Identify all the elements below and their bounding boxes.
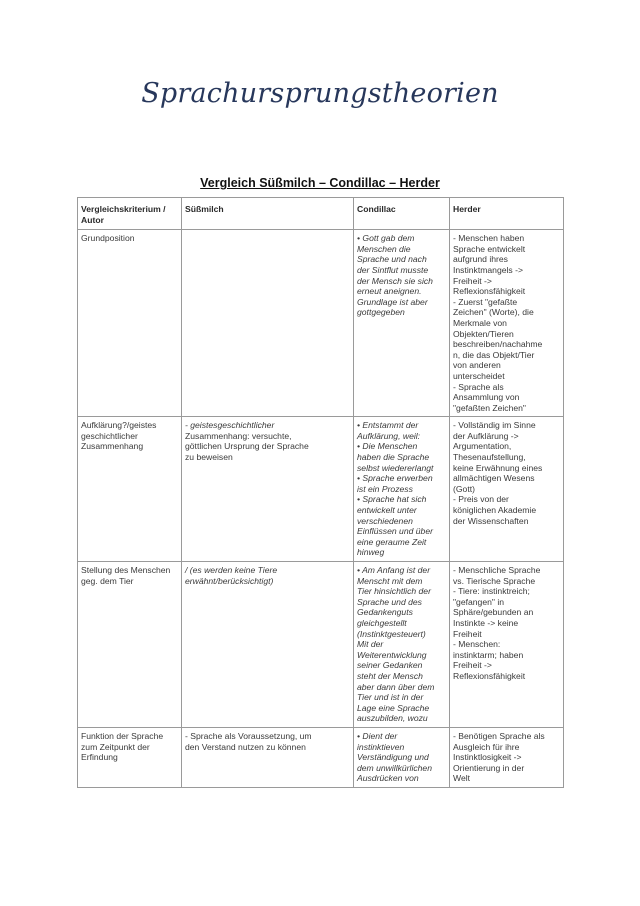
cell-text-line: Aufklärung, weil: — [357, 430, 421, 441]
table-row — [78, 562, 564, 728]
cell-text-line: Welt — [453, 773, 471, 784]
cell-text-line: aber dann über dem — [357, 681, 435, 692]
cell-text-line: Ausdrücken von — [357, 773, 419, 784]
cell-text-line: • Sprache hat sich — [357, 494, 427, 505]
cell-text-line: - geistesgeschichtlicher — [185, 420, 275, 431]
cell-text-line: vs. Tierische Sprache — [453, 575, 536, 586]
cell-text-line: instinktarm; haben — [453, 649, 524, 660]
cell-text-line: - Vollständig im Sinne — [453, 420, 536, 431]
cell-text-line: Merkmale von — [453, 317, 507, 328]
cell-text-line: Orientierung in der — [453, 762, 525, 773]
table-caption: Vergleich Süßmilch – Condillac – Herder — [200, 176, 440, 190]
cell-text-line: Instinktmangels -> — [453, 264, 523, 275]
cell-suessmilch — [182, 230, 354, 417]
cell-text-line: Freiheit -> — [453, 275, 492, 286]
cell-text-line: dem unwillkürlichen — [357, 762, 432, 773]
cell-text-line: erneut aneignen. — [357, 286, 422, 297]
cell-text-line: instinktieven — [357, 741, 405, 752]
table-row — [78, 417, 564, 562]
cell-text-line: Sprache und des — [357, 596, 422, 607]
cell-text-line: - Benötigen Sprache als — [453, 730, 545, 741]
cell-text-line: allmächtigen Wesens — [453, 473, 535, 484]
cell-text-line: der Mensch sie sich — [357, 275, 433, 286]
cell-text-line: gottgegeben — [357, 307, 405, 318]
comparison-table — [77, 197, 564, 788]
cell-text-line: Tier und ist in der — [357, 692, 424, 703]
cell-text-line: zu beweisen — [185, 452, 233, 463]
cell-text-line: - Tiere: instinktreich; — [453, 586, 530, 597]
cell-condillac — [354, 230, 450, 417]
header-suessmilch: Süßmilch — [182, 198, 354, 230]
cell-text-line: (Instinktgesteuert) — [357, 628, 426, 639]
cell-text-line: - Menschliche Sprache — [453, 565, 541, 575]
cell-text-line: Instinkte -> keine — [453, 617, 519, 628]
cell-text-line: der Wissenschaften — [453, 515, 529, 526]
cell-criterion: Grundposition — [78, 230, 182, 417]
cell-text-line: königlichen Akademie — [453, 505, 537, 516]
cell-text-line: Gedankenguts — [357, 607, 413, 618]
cell-text-line: Zusammenhang: versuchte, — [185, 430, 292, 441]
cell-text-line: • Entstammt der — [357, 420, 419, 431]
cell-text-line: "gefangen" in — [453, 596, 505, 607]
cell-text-line: Reflexionsfähigkeit — [453, 286, 526, 297]
cell-text-line: Freiheit — [453, 628, 482, 639]
cell-text-line: Ansammlung von — [453, 392, 520, 403]
cell-text-line: der Sintflut musste — [357, 264, 429, 275]
cell-text-line: • Dient der — [357, 730, 398, 741]
cell-text-line: Lage eine Sprache — [357, 702, 430, 713]
cell-text-line: verschiedenen — [357, 515, 413, 526]
cell-criterion: Funktion der Sprache zum Zeitpunkt der Erfindung — [78, 727, 182, 787]
cell-condillac — [354, 562, 450, 728]
cell-text-line: beschreiben/nachahme — [453, 339, 543, 350]
cell-text-line: von anderen — [453, 360, 501, 371]
cell-text-line: Grundlage ist aber — [357, 296, 428, 307]
cell-text-line: • Am Anfang ist der — [357, 565, 431, 575]
table-row — [78, 727, 564, 787]
cell-text-line: Weiterentwicklung — [357, 649, 427, 660]
cell-criterion: Stellung des Menschen geg. dem Tier — [78, 562, 182, 728]
cell-text-line: Argumentation, — [453, 441, 512, 452]
cell-condillac — [354, 727, 450, 787]
cell-herder — [450, 230, 564, 417]
cell-text-line: • Die Menschen — [357, 441, 418, 452]
cell-text-line: selbst wiedererlangt — [357, 462, 434, 473]
cell-text-line: unterscheidet — [453, 370, 505, 381]
cell-text-line: den Verstand nutzen zu können — [185, 741, 306, 752]
table-row — [78, 230, 564, 417]
cell-text-line: ist ein Prozess — [357, 483, 413, 494]
cell-text-line: steht der Mensch — [357, 670, 423, 681]
cell-text-line: Menschen die — [357, 243, 411, 254]
cell-text-line: entwickelt unter — [357, 505, 417, 516]
cell-text-line: Instinktlosigkeit -> — [453, 752, 522, 763]
cell-text-line: seiner Gedanken — [357, 660, 423, 671]
cell-text-line: Reflexionsfähigkeit — [453, 670, 526, 681]
cell-herder — [450, 417, 564, 562]
cell-text-line: göttlichen Ursprung der Sprache — [185, 441, 309, 452]
cell-text-line: erwähnt/berücksichtigt) — [185, 575, 274, 586]
cell-text-line: Einflüssen und über — [357, 526, 433, 537]
cell-text-line: - Preis von der — [453, 494, 509, 505]
cell-text-line: Sphäre/gebunden an — [453, 607, 534, 618]
cell-text-line: Objekten/Tieren — [453, 328, 514, 339]
cell-herder — [450, 562, 564, 728]
cell-text-line: (Gott) — [453, 483, 475, 494]
cell-text-line: Sprache entwickelt — [453, 243, 526, 254]
cell-text-line: hinweg — [357, 547, 385, 558]
cell-text-line: Thesenaufstellung, — [453, 452, 526, 463]
cell-text-line: aufgrund ihres — [453, 254, 508, 265]
cell-text-line: Zeichen" (Worte), die — [453, 307, 534, 318]
cell-condillac — [354, 417, 450, 562]
cell-text-line: "gefaßten Zeichen" — [453, 402, 526, 413]
cell-text-line: - Sprache als Voraussetzung, um — [185, 730, 312, 741]
cell-text-line: keine Erwähnung eines — [453, 462, 543, 473]
cell-text-line: Mit der — [357, 639, 384, 650]
cell-suessmilch — [182, 417, 354, 562]
header-herder: Herder — [450, 198, 564, 230]
cell-text-line: Verständigung und — [357, 752, 429, 763]
cell-text-line: / (es werden keine Tiere — [185, 565, 278, 575]
cell-text-line: Freiheit -> — [453, 660, 492, 671]
cell-herder — [450, 727, 564, 787]
cell-text-line: - Menschen haben — [453, 233, 525, 244]
header-criterion: Vergleichskriterium / Autor — [78, 198, 182, 230]
header-condillac: Condillac — [354, 198, 450, 230]
page-title: Sprachursprungstheorien — [141, 78, 499, 109]
cell-suessmilch — [182, 562, 354, 728]
cell-suessmilch — [182, 727, 354, 787]
cell-text-line: haben die Sprache — [357, 452, 430, 463]
cell-text-line: Tier hinsichtlich der — [357, 586, 431, 597]
cell-text-line: • Gott gab dem — [357, 233, 415, 244]
cell-text-line: - Sprache als — [453, 381, 504, 392]
cell-text-line: - Zuerst "gefaßte — [453, 296, 518, 307]
cell-text-line: auszubilden, wozu — [357, 713, 428, 724]
cell-text-line: eine geraume Zeit — [357, 536, 427, 547]
cell-text-line: Sprache und nach — [357, 254, 427, 265]
cell-text-line: Menscht mit dem — [357, 575, 423, 586]
cell-text-line: n, die das Objekt/Tier — [453, 349, 535, 360]
cell-text-line: der Aufklärung -> — [453, 430, 519, 441]
cell-text-line: • Sprache erwerben — [357, 473, 433, 484]
cell-text-line: gleichgestellt — [357, 617, 407, 628]
table-header-row — [78, 198, 564, 230]
cell-criterion: Aufklärung?/geistes geschichtlicher Zusammenhang — [78, 417, 182, 562]
cell-text-line: Ausgleich für ihre — [453, 741, 520, 752]
cell-text-line: - Menschen: — [453, 639, 501, 650]
